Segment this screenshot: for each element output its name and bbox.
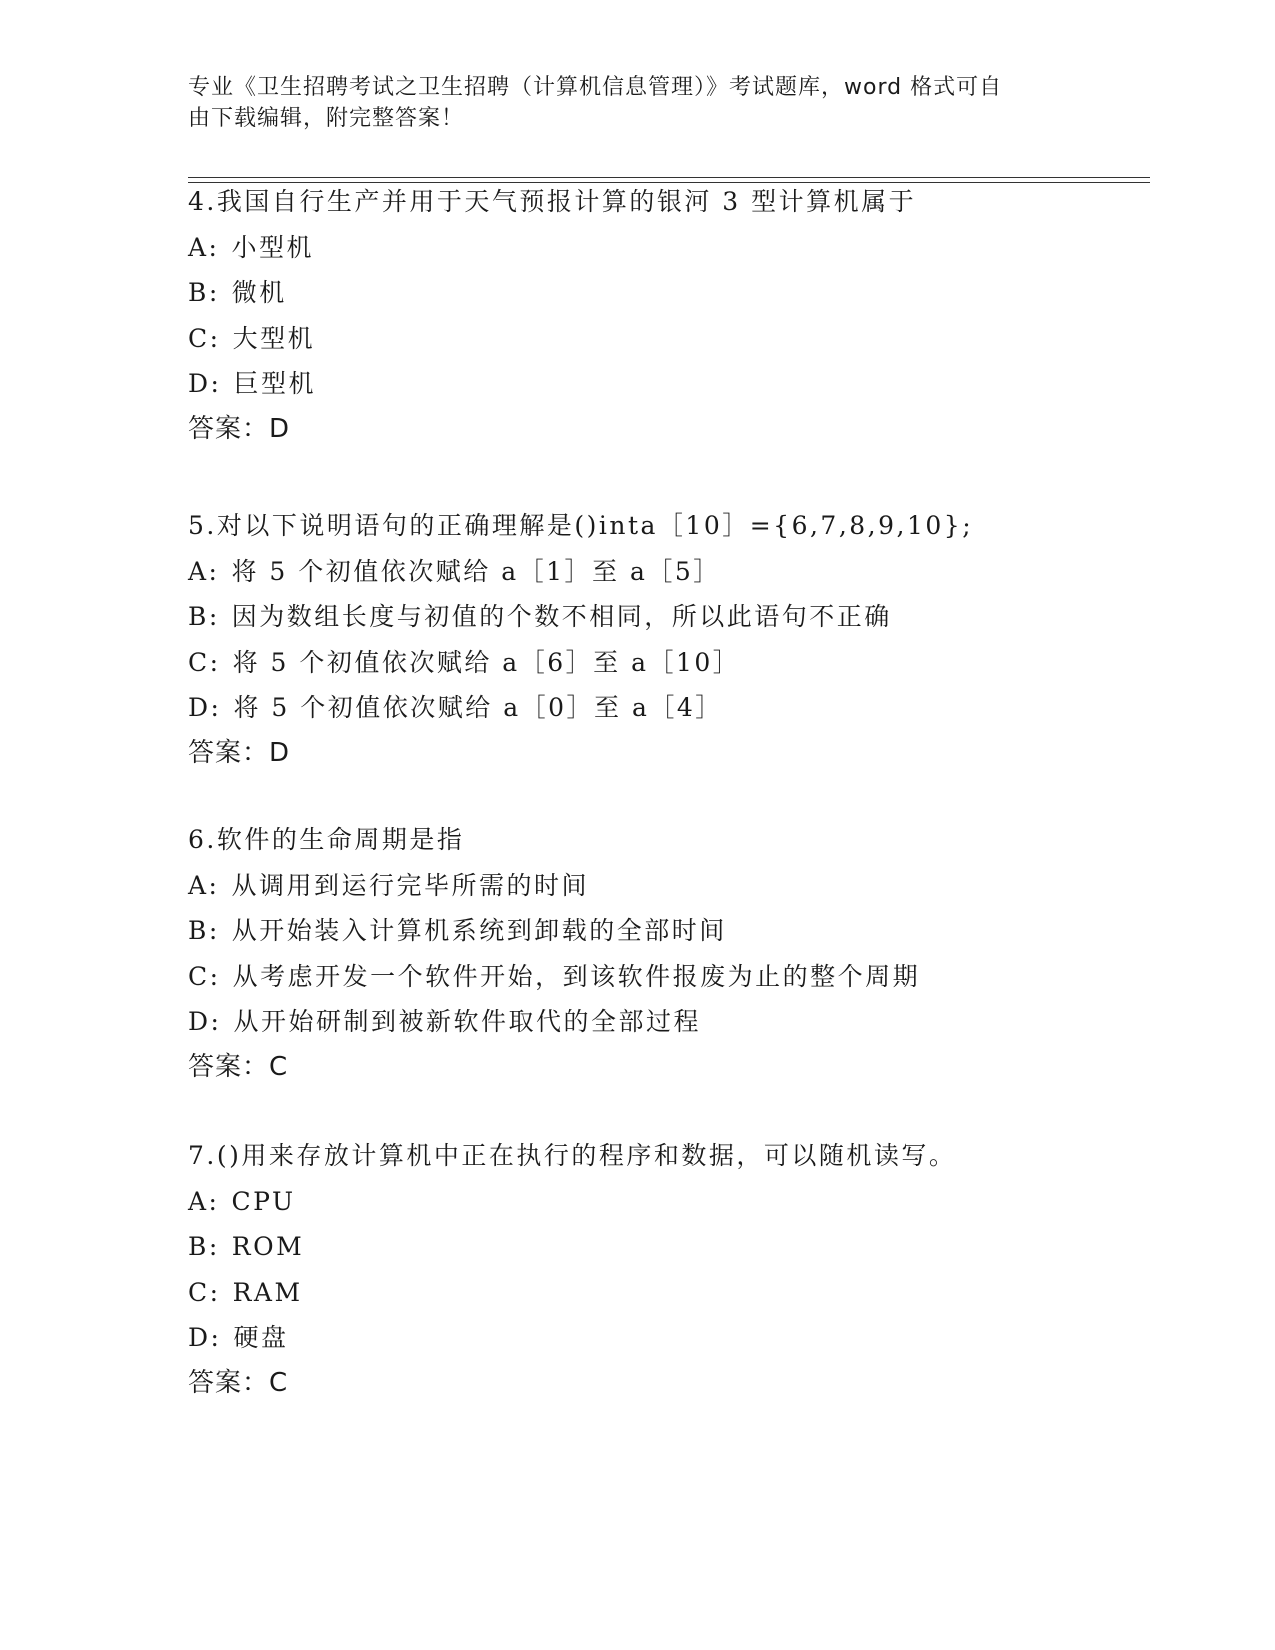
option-text: 从开始研制到被新软件取代的全部过程	[233, 1007, 701, 1036]
option-d	[188, 685, 1188, 731]
option-a	[188, 225, 1188, 271]
option-a	[188, 863, 1188, 909]
question-stem: 4.我国自行生产并用于天气预报计算的银河 3 型计算机属于	[188, 187, 917, 216]
option-b	[188, 1224, 1188, 1270]
option-text: 从考虑开发一个软件开始，到该软件报废为止的整个周期	[232, 961, 921, 991]
question-block	[188, 1133, 1188, 1406]
option-key: D:	[188, 1323, 222, 1352]
document-header	[188, 72, 1068, 134]
option-key: B:	[188, 602, 220, 631]
option-b	[188, 594, 1188, 640]
option-text: 将 5 个初值依次赋给 a［6］至 a［10］	[232, 647, 741, 677]
header-line-1: 专业《卫生招聘考试之卫生招聘（计算机信息管理）》考试题库，word 格式可自	[188, 75, 1003, 100]
option-text: 巨型机	[233, 369, 316, 398]
answer-label: 答案：C	[188, 1367, 289, 1398]
option-key: D:	[188, 693, 222, 722]
option-key: B:	[188, 278, 220, 307]
option-c	[188, 316, 1188, 362]
option-d	[188, 1315, 1188, 1361]
option-text: 从调用到运行完毕所需的时间	[231, 870, 589, 900]
question-block	[188, 179, 1188, 452]
option-key: D:	[188, 369, 222, 398]
answer-label: 答案：D	[188, 737, 291, 768]
header-line-2: 由下载编辑，附完整答案！	[188, 106, 465, 131]
option-key: A:	[188, 556, 220, 586]
option-text: RAM	[232, 1277, 303, 1307]
option-key: A:	[188, 870, 220, 900]
option-text: 硬盘	[233, 1323, 289, 1352]
option-b	[188, 908, 1188, 954]
option-text: ROM	[231, 1232, 305, 1261]
option-key: C:	[188, 647, 221, 677]
option-c	[188, 1270, 1188, 1316]
option-text: 将 5 个初值依次赋给 a［0］至 a［4］	[233, 693, 723, 722]
option-key: A:	[188, 1186, 220, 1216]
option-d	[188, 999, 1188, 1045]
question-stem: 6.软件的生命周期是指	[188, 825, 465, 854]
option-key: C:	[188, 1277, 221, 1307]
option-key: C:	[188, 323, 221, 353]
option-a	[188, 549, 1188, 595]
option-key: B:	[188, 916, 220, 945]
answer-label: 答案：C	[188, 1051, 289, 1082]
option-text: 微机	[231, 278, 287, 307]
answer-label: 答案：D	[188, 413, 291, 444]
option-text: 从开始装入计算机系统到卸载的全部时间	[231, 916, 727, 945]
option-text: 大型机	[232, 323, 316, 353]
option-d	[188, 361, 1188, 407]
option-c	[188, 954, 1188, 1000]
question-block	[188, 503, 1188, 776]
option-text: 因为数组长度与初值的个数不相同，所以此语句不正确	[231, 602, 892, 631]
option-key: C:	[188, 961, 221, 991]
option-key: A:	[188, 232, 220, 262]
option-text: CPU	[231, 1186, 296, 1216]
option-text: 小型机	[231, 232, 314, 262]
option-b	[188, 270, 1188, 316]
option-a	[188, 1179, 1188, 1225]
option-key: D:	[188, 1007, 222, 1036]
option-c	[188, 640, 1188, 686]
option-text: 将 5 个初值依次赋给 a［1］至 a［5］	[231, 556, 721, 586]
option-key: B:	[188, 1232, 220, 1261]
question-stem: 7.()用来存放计算机中正在执行的程序和数据，可以随机读写。	[188, 1141, 957, 1170]
question-stem: 5.对以下说明语句的正确理解是()inta［10］={6,7,8,9,10};	[188, 511, 974, 540]
question-block	[188, 817, 1188, 1090]
